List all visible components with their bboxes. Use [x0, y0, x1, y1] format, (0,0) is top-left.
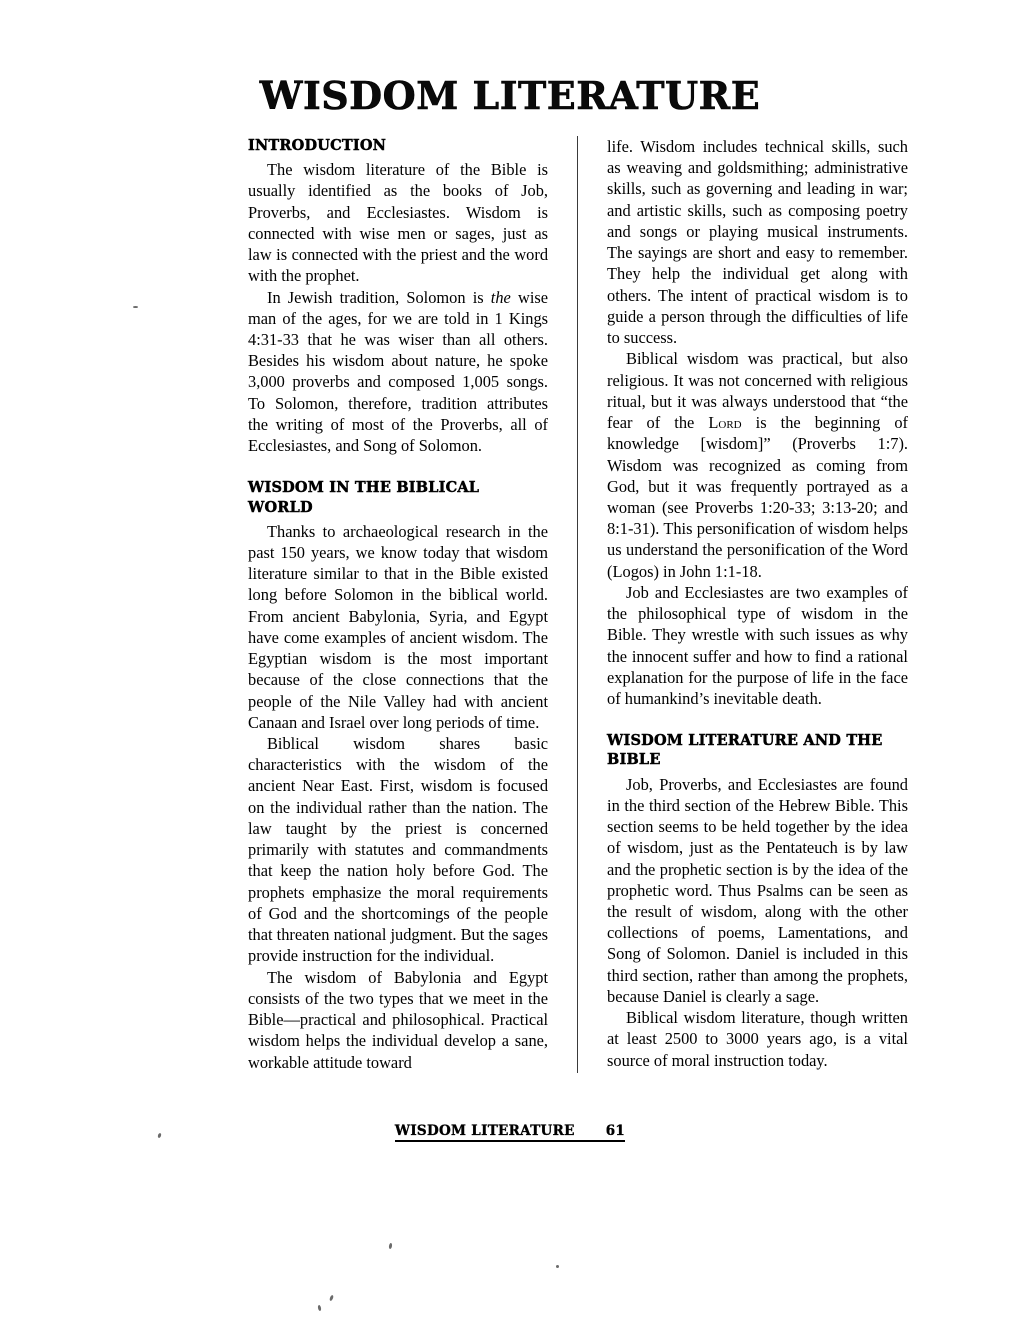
page-title: WISDOM LITERATURE [259, 73, 761, 119]
scan-speck [329, 1295, 334, 1302]
scan-speck [317, 1305, 321, 1311]
divine-name-lord: Lord [708, 413, 742, 433]
running-head: WISDOM LITERATURE [394, 1123, 575, 1139]
footer-inner [395, 1123, 625, 1142]
paragraph: Job and Ecclesiastes are two examples of the philosophical type of wisdom in the Bible. They wrestle with such issues as why the innocent suffer and how to find a rational explanation for the purpose of life in the face of humankind’s inevitable death. [607, 582, 908, 709]
scan-speck [556, 1265, 559, 1268]
paragraph-continuation: life. Wisdom includes technical skills, such as weaving and goldsmithing; administrative skills, such as governing and leading in war; and artistic skills, such as composing poetry and songs or playing musical instruments. The sayings are short and easy to remember. They help the individual get along with others. The intent of practical wisdom is to guide a person through the difficulties of life to success. [607, 137, 908, 348]
paragraph: Biblical wisdom literature, though written at least 2500 to 3000 years ago, is a vital source of moral instruction today. [607, 1008, 908, 1070]
paragraph: The wisdom literature of the Bible is usually identified as the books of Job, Proverbs, and Ecclesiastes. Wisdom is connected with wise men or sages, just as law is connected with the priest and the word with the prophet. [248, 160, 549, 286]
emphasis-the: the [490, 287, 511, 307]
paragraph-text-solomon: In Jewish tradition, Solomon is the wise man of the ages, for we are told in 1 Kings 4:31-33 that he was wiser than all others. Besides his wisdom about nature, he spoke 3,000 proverbs and composed 1,005 songs. To Solomon, therefore, tradition attributes the writing of most of the Proverbs, all of Ecclesiastes, and Song of Solomon. [248, 287, 549, 456]
two-column-body [248, 136, 908, 1073]
paragraph: Thanks to archaeological research in the past 150 years, we know today that wisdom literature similar to that in the Bible existed long before Solomon in the biblical world. From ancient Babylonia, Syria, and Egypt have come examples of ancient wisdom. The Egyptian wisdom is the most important because of the close connections that the people of the Nile Valley had with ancient Canaan and Israel over long periods of time. [248, 521, 549, 732]
page-footer [0, 1122, 1020, 1142]
paragraph-text-religious: Biblical wisdom was practical, but also religious. It was not concerned with religious ritual, but it was always understood that “the fear of the Lord is the beginning of knowledge [wisdom]” (Proverbs 1:7). Wisdom was recognized as coming from God, but it was frequently portrayed as a woman (see Proverbs 1:20-33; 3:13-20; and 8:1-31). This personification of wisdom helps us understand the personification of the Word (Logos) in John 1:1-18. [607, 349, 909, 581]
heading-wisdom-in-the-biblical-world: WISDOM IN THE BIBLICAL WORLD [248, 479, 480, 516]
paragraph: The wisdom of Babylonia and Egypt consists of the two types that we meet in the Bible—practical and philosophical. Practical wisdom helps the individual develop a sane, workable attitude toward [248, 967, 549, 1072]
scan-speck [133, 306, 138, 308]
paragraph: Biblical wisdom shares basic characteristics with the wisdom of the ancient Near East. First, wisdom is focused on the individual rather than the nation. The law taught by the priest is concerned primarily with statutes and commandments that keep the nation holy before God. The prophets emphasize the moral requirements of God and the shortcomings of the people that threaten national judgment. But the sages provide instruction for the individual. [248, 734, 549, 966]
heading-wisdom-literature-and-the-bible: WISDOM LITERATURE AND THE BIBLE [607, 732, 883, 769]
right-column [577, 136, 908, 1073]
paragraph [248, 287, 548, 457]
paragraph [607, 348, 908, 582]
page-number: 61 [605, 1123, 626, 1139]
left-column [248, 136, 548, 1073]
scan-speck [389, 1243, 393, 1249]
heading-introduction: INTRODUCTION [248, 137, 387, 154]
paragraph: Job, Proverbs, and Ecclesiastes are found in the third section of the Hebrew Bible. This section seems to be held together by the idea of wisdom, just as the Pentateuch is by law and the prophetic section is by the idea of the prophetic word. Thus Psalms can be seen as the result of wisdom, along with the other collections of poems, Lamentations, and Song of Solomon. Daniel is included in this third section, rather than among the prophets, because Daniel is clearly a sage. [607, 774, 908, 1006]
